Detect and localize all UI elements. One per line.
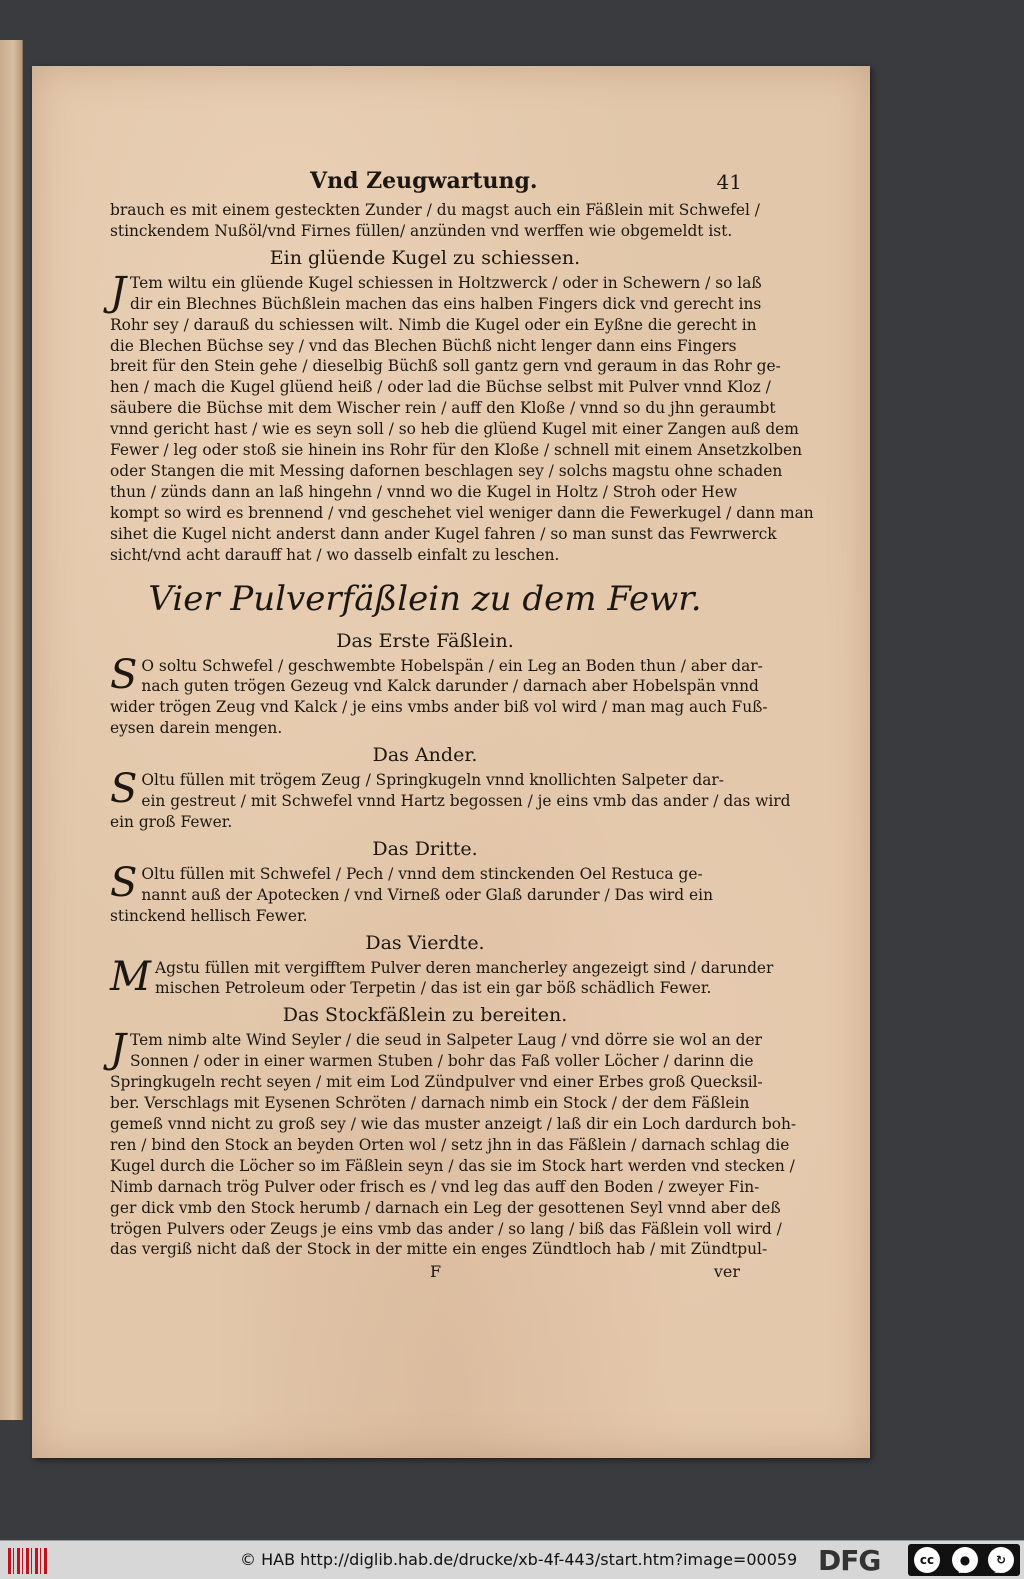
initial-letter: S [110,766,138,813]
text-line: brauch es mit einem gesteckten Zunder / du magst auch ein Fäßlein mit Schwefel / [110,201,760,219]
text-line: ein groß Fewer. [110,812,233,831]
previous-page-edge [0,40,23,1420]
share-alike-icon: ↻ [988,1547,1014,1573]
copyright-link[interactable]: © HAB http://diglib.hab.de/drucke/xb-4f-443/start.htm?image=00059 [240,1550,798,1569]
barcode-icon [8,1548,48,1574]
paragraph [110,651,768,740]
text-line: ber. Verschlags mit Eysenen Schröten / darnach nimb ein Stock / der dem Fäßlein [110,1094,750,1113]
text-line: O soltu Schwefel / geschwembte Hobelspän / ein Leg an Boden thun / aber dar- [141,656,763,675]
initial-letter: S [110,859,138,906]
paragraph [110,1026,797,1260]
text-line: thun / zünds dann an laß hingehn / vnnd wo die Kugel in Holtz / Stroh oder Hew [110,482,738,501]
text-line: Tem wiltu ein glüende Kugel schiessen in Holtzwerck / oder in Schewern / so laß [130,273,762,292]
section-heading: Das Dritte. [372,837,478,860]
text-line: Nimb darnach trög Pulver oder frisch es / vnd leg das auff den Boden / zweyer Fin- [110,1177,760,1196]
page-content [110,168,814,1286]
text-line: oder Stangen die mit Messing dafornen beschlagen sey / solchs magstu ohne schaden [110,461,783,480]
chapter-heading: Vier Pulverfäßlein zu dem Fewr. [148,578,702,619]
text-line: gemeß vnnd nicht zu groß sey / wie das muster anzeigt / laß dir ein Loch dardurch boh- [110,1115,797,1133]
section-heading: Das Erste Fäßlein. [336,629,514,652]
sa-label: SA [994,1566,1005,1575]
text-line: nannt auß der Apotecken / vnd Virneß oder Glaß darunder / Das wird ein [141,885,713,904]
cc-icon: cc [914,1547,940,1573]
initial-letter: J [110,1026,127,1073]
text-line: breit für den Stein gehe / dieselbig Büchß soll gantz gern vnd geraum in das Rohr ge- [110,357,781,376]
catchwords [110,1262,740,1286]
section-heading: Das Stockfäßlein zu bereiten. [282,1004,568,1027]
paragraph [110,268,814,566]
text-line: Agstu füllen mit vergifftem Pulver deren mancherley angezeigt sind / darunder [154,958,774,977]
paragraph [110,859,740,927]
text-line: säubere die Büchse mit dem Wischer rein / auff den Kloße / vnnd so du jhn geraumbt [110,399,776,418]
cc-license-badge[interactable] [908,1544,1020,1576]
text-line: sicht/vnd acht darauff hat / wo dasselb einfalt zu leschen. [110,545,560,564]
text-line: stinckendem Nußöl/vnd Firnes füllen/ anzünden vnd werffen wie obgemeldt ist. [110,221,733,240]
text-line: trögen Pulvers oder Zeugs je eins vmb das ander / so lang / biß das Fäßlein voll wird / [110,1219,782,1238]
text-line: nach guten trögen Gezeug vnd Kalck darunder / darnach aber Hobelspän vnnd [141,677,759,696]
text-line: vnnd gericht hast / wie es seyn soll / so heb die glüend Kugel mit einer Zangen auß dem [110,420,799,439]
text-line: ren / bind den Stock an beyden Orten wol / setz jhn in das Fäßlein / darnach schlag die [110,1135,790,1154]
text-line: Oltu füllen mit trögem Zeug / Springkugeln vnnd knollichten Salpeter dar- [141,771,724,790]
paragraph [110,953,774,1000]
section-heading: Das Ander. [372,744,478,767]
initial-letter: M [110,953,151,1000]
text-line: Fewer / leg oder stoß sie hinein ins Rohr für den Kloße / schnell mit einem Ansetzkolben [110,441,803,460]
text-line: eysen darein mengen. [110,719,283,738]
section-heading: Das Vierdte. [365,931,485,954]
viewer-footer [0,1540,1024,1579]
text-line: Kugel durch die Löcher so im Fäßlein seyn / das sie im Stock hart werden vnd stecken / [110,1156,795,1175]
text-line: das vergiß nicht daß der Stock in der mitte ein enges Zündtloch hab / mit Zündtpul- [110,1240,768,1259]
by-label: BY [958,1566,968,1575]
running-head [110,168,740,198]
initial-letter: J [110,268,127,315]
text-line: Springkugeln recht seyen / mit eim Lod Zündpulver vnd einer Erbes groß Quecksil- [110,1073,763,1092]
text-line: mischen Petroleum oder Terpetin / das ist ein gar böß schädlich Fewer. [154,979,712,998]
text-line: wider trögen Zeug vnd Kalck / je eins vmbs ander biß vol wird / man mag auch Fuß- [110,698,768,717]
text-line: die Blechen Büchse sey / vnd das Blechen Büchß nicht lenger dann eins Fingers [110,336,737,355]
section-heading: Ein glüende Kugel zu schiessen. [269,246,581,269]
text-line: Rohr sey / darauß du schiessen wilt. Nimb die Kugel oder ein Eyßne die gerecht in [110,315,757,334]
text-line: dir ein Blechnes Büchßlein machen das eins halben Fingers dick vnd gerecht ins [130,294,762,313]
text-line: Tem nimb alte Wind Seyler / die seud in Salpeter Laug / vnd dörre sie wol an der [130,1031,762,1050]
by-person-icon: ● [952,1547,978,1573]
running-title: Vnd Zeugwartung. [310,168,538,194]
page-number: 41 [716,170,742,194]
signature-mark: F [430,1262,442,1282]
book-page [32,66,870,1458]
catchword: ver [713,1262,740,1282]
text-line: kompt so wird es brennend / vnd geschehet viel weniger dann die Fewerkugel / dann man [110,503,814,522]
text-line: Sonnen / oder in einer warmen Stuben / bohr das Faß voller Löcher / darinn die [130,1052,754,1071]
text-line: hen / mach die Kugel glüend heiß / oder lad die Büchse selbst mit Pulver vnnd Kloz / [110,378,771,397]
text-line: Oltu füllen mit Schwefel / Pech / vnnd dem stinckenden Oel Restuca ge- [141,864,703,883]
text-line: ger dick vmb den Stock herumb / darnach ein Leg der gesottenen Seyl vnnd aber deß [110,1198,781,1217]
paragraph [110,766,791,833]
text-line: sihet die Kugel nicht anderst dann ander Kugel fahren / so man sunst das Fewrwerck [110,524,777,543]
dfg-logo: DFG [818,1544,881,1577]
text-line: stinckend hellisch Fewer. [110,906,308,925]
text-line: ein gestreut / mit Schwefel vnnd Hartz begossen / je eins vmb das ander / das wird [141,792,791,811]
initial-letter: S [110,651,138,698]
